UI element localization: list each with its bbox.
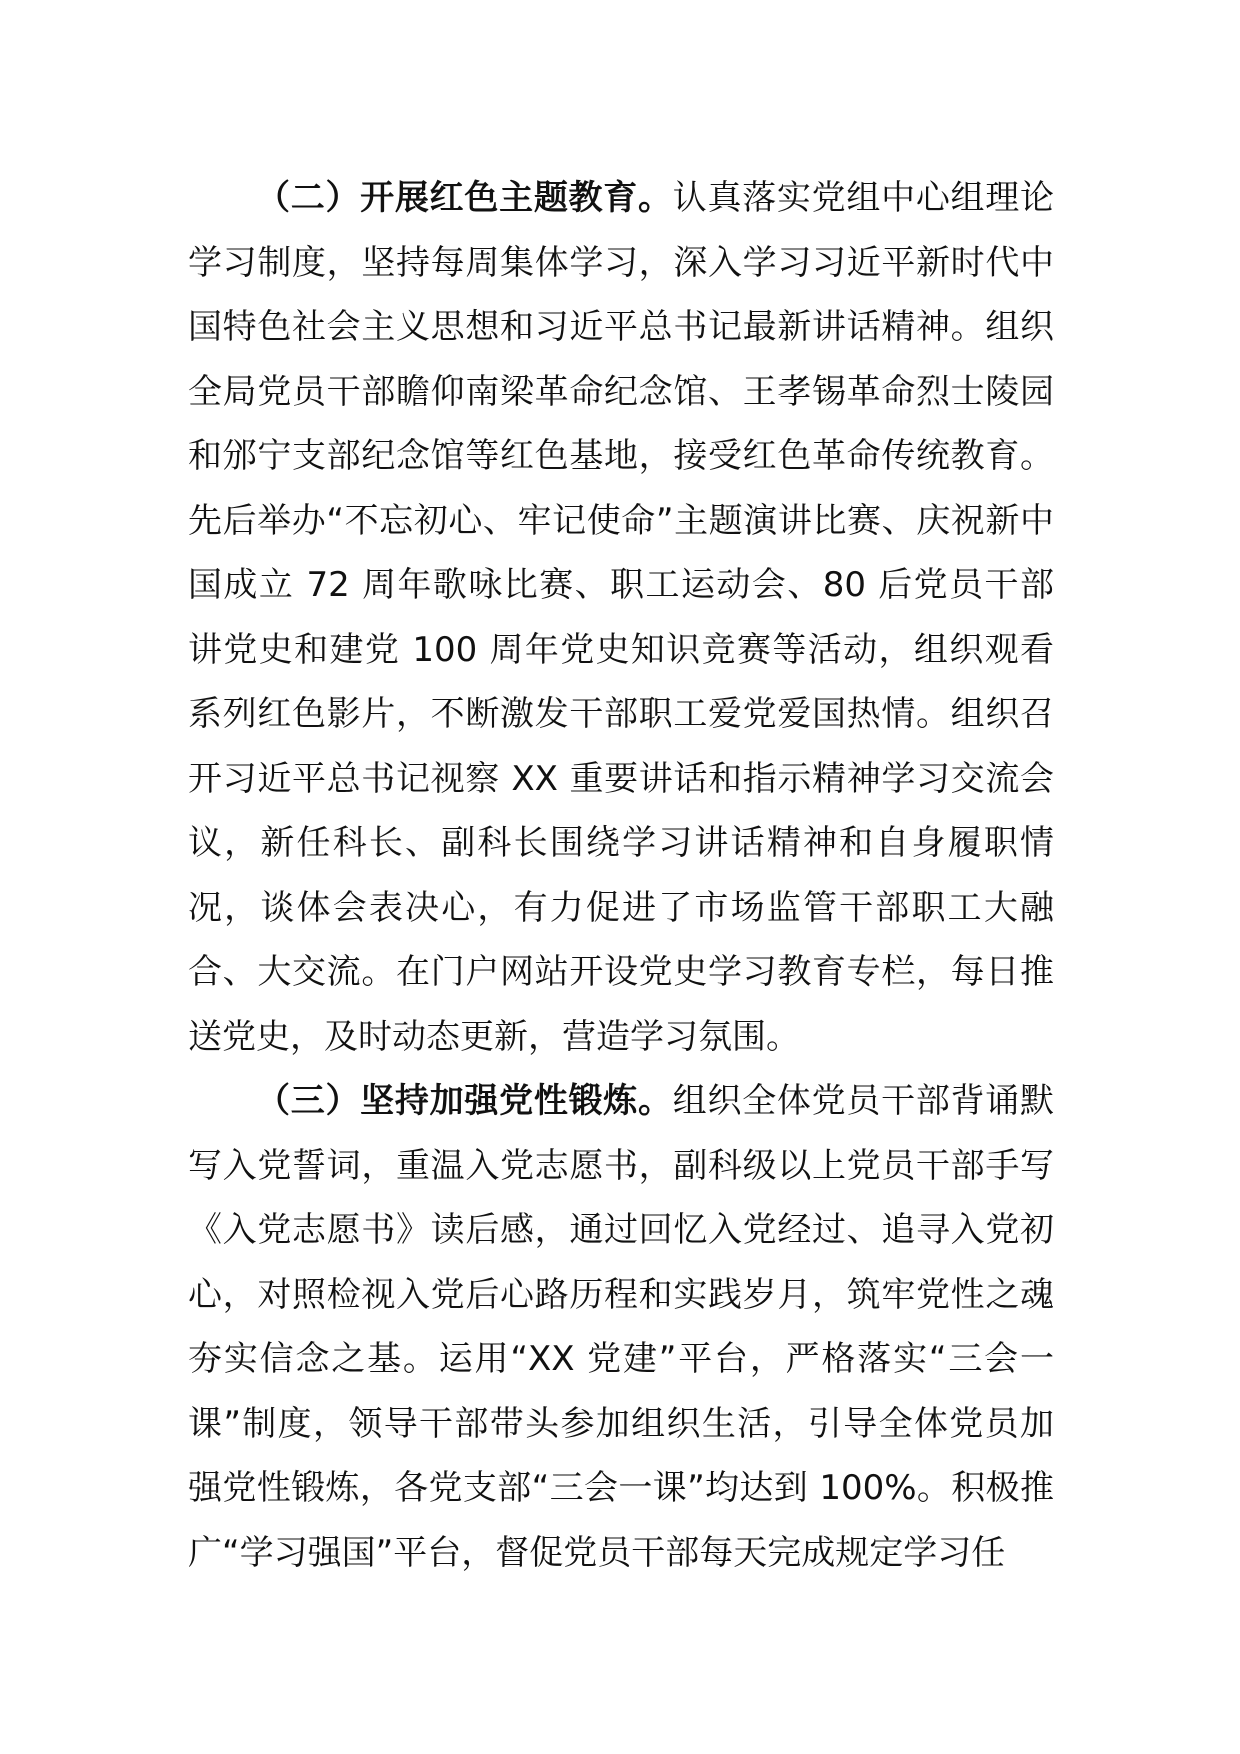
- paragraph-heading: （二）开展红色主题教育。: [256, 178, 673, 218]
- paragraph-text: 组织全体党员干部背诵默写入党誓词，重温入党志愿书，副科级以上党员干部手写《入党志愿书》读后感，通过回忆入党经过、追寻入党初心，对照检视入党后心路历程和实践岁月，筑牢党性之魂夯实信念之基。运用“XX 党建”平台，严格落实“三会一课”制度，领导干部带头参加组织生活，引导全体党员加强党性锻炼，各党支部“三会一课”均达到 100%。积极推广“学习强国”平台，督促党员干部每天完成规定学习任: [188, 1081, 1055, 1573]
- paragraph-heading: （三）坚持加强党性锻炼。: [256, 1081, 673, 1121]
- document-body: [188, 166, 1054, 1585]
- paragraph-party-spirit-training: [188, 1069, 1054, 1585]
- paragraph-red-theme-education: [188, 166, 1054, 1069]
- paragraph-text: 认真落实党组中心组理论学习制度，坚持每周集体学习，深入学习习近平新时代中国特色社会主义思想和习近平总书记最新讲话精神。组织全局党员干部瞻仰南梁革命纪念馆、王孝锡革命烈士陵园和邠宁支部纪念馆等红色基地，接受红色革命传统教育。先后举办“不忘初心、牢记使命”主题演讲比赛、庆祝新中国成立 72 周年歌咏比赛、职工运动会、80 后党员干部讲党史和建党 100 周年党史知识竞赛等活动，组织观看系列红色影片，不断激发干部职工爱党爱国热情。组织召开习近平总书记视察 XX 重要讲话和指示精神学习交流会议，新任科长、副科长围绕学习讲话精神和自身履职情况，谈体会表决心，有力促进了市场监管干部职工大融合、大交流。在门户网站开设党史学习教育专栏，每日推送党史，及时动态更新，营造学习氛围。: [188, 178, 1055, 1057]
